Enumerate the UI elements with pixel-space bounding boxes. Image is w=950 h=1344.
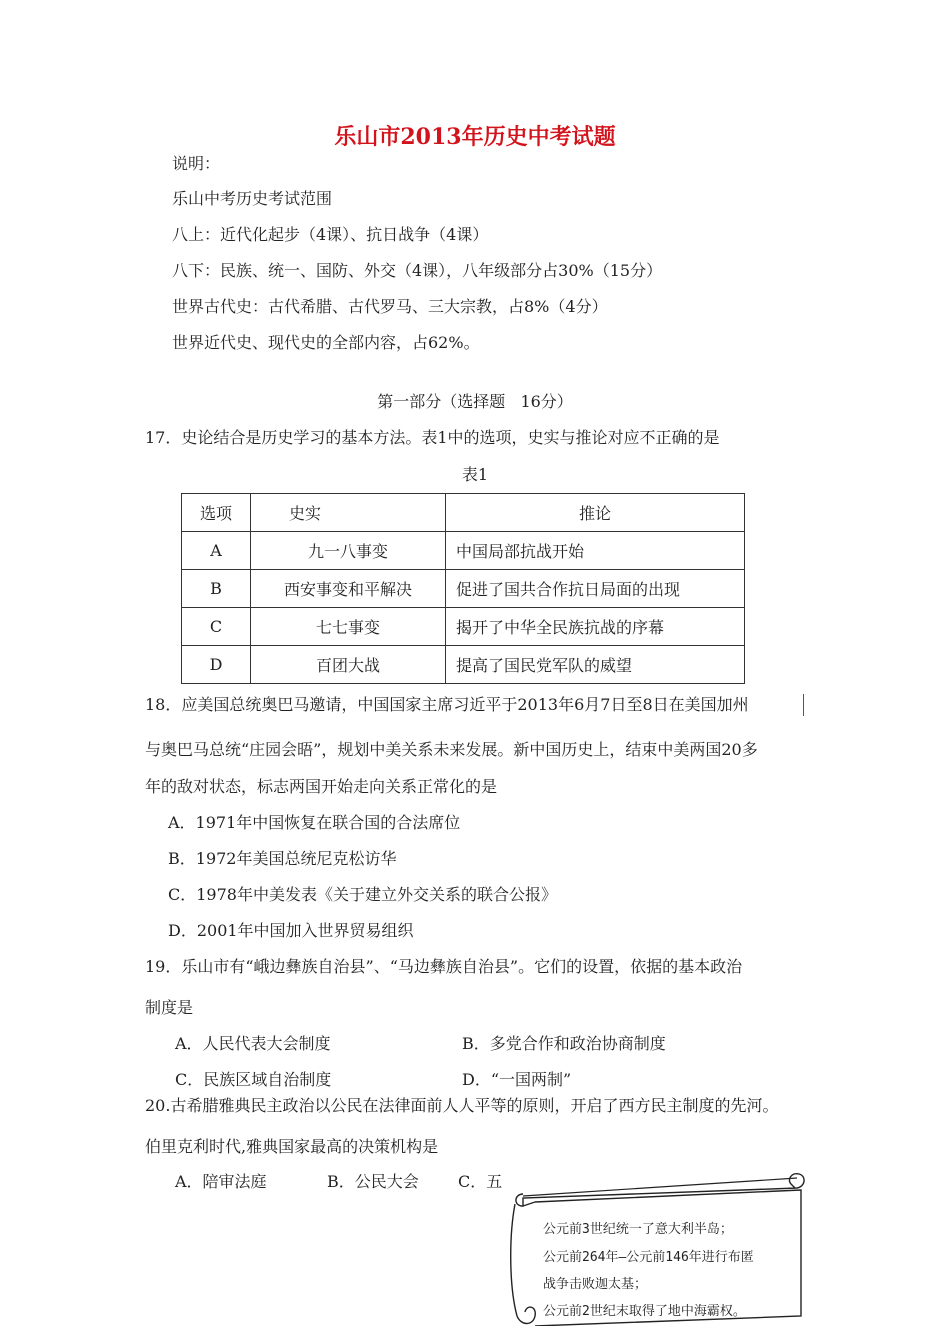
table-cell: 百团大战	[251, 646, 446, 684]
table-row	[182, 646, 745, 684]
question-19-stem: 制度是	[145, 998, 194, 1017]
answer-option: C．1978年中美发表《关于建立外交关系的联合公报》	[168, 885, 557, 904]
intro-line: 八上：近代化起步（4课）、抗日战争（4课）	[172, 225, 489, 244]
table-cell: 提高了国民党军队的威望	[446, 646, 745, 684]
question-18-stem: 18．应美国总统奥巴马邀请，中国国家主席习近平于2013年6月7日至8日在美国加州	[145, 695, 749, 714]
table-cell: 中国局部抗战开始	[446, 532, 745, 570]
table-cell: C	[182, 608, 251, 646]
table-header: 选项	[182, 494, 251, 532]
answer-option: A．人民代表大会制度	[175, 1034, 331, 1053]
table-cell: D	[182, 646, 251, 684]
table-cell: 七七事变	[251, 608, 446, 646]
table-cell: 揭开了中华全民族抗战的序幕	[446, 608, 745, 646]
table-row	[182, 532, 745, 570]
table-row	[182, 608, 745, 646]
intro-line: 乐山中考历史考试范围	[172, 189, 333, 208]
question-20-stem: 20.古希腊雅典民主政治以公民在法律面前人人平等的原则，开启了西方民主制度的先河。	[145, 1096, 779, 1115]
table-header: 史实	[251, 494, 446, 532]
text-cursor-mark	[803, 694, 804, 716]
section-heading: 第一部分（选择题 16分）	[377, 392, 573, 411]
page-title: 乐山市2013年历史中考试题	[334, 124, 616, 150]
intro-line: 世界近代史、现代史的全部内容，占62%。	[172, 333, 480, 352]
scroll-line: 战争击败迦太基；	[543, 1277, 648, 1292]
scroll-line: 公元前264年—公元前146年进行布匿	[543, 1250, 754, 1265]
question-18-stem: 与奥巴马总统“庄园会晤”，规划中美关系未来发展。新中国历史上，结束中美两国20多	[145, 740, 758, 759]
intro-label: 说明：	[172, 154, 221, 173]
table-cell: 西安事变和平解决	[251, 570, 446, 608]
table-cell: 促进了国共合作抗日局面的出现	[446, 570, 745, 608]
fact-inference-table	[181, 493, 745, 684]
scroll-line: 公元前2世纪末取得了地中海霸权。	[543, 1304, 746, 1319]
answer-option: D．“一国两制”	[462, 1070, 572, 1089]
question-20-stem: 伯里克利时代,雅典国家最高的决策机构是	[145, 1137, 439, 1156]
table-cell: B	[182, 570, 251, 608]
answer-option: C．五	[458, 1172, 503, 1191]
table-cell: 九一八事变	[251, 532, 446, 570]
intro-line: 八下：民族、统一、国防、外交（4课），八年级部分占30%（15分）	[172, 261, 663, 280]
table-cell: A	[182, 532, 251, 570]
question-19-stem: 19．乐山市有“峨边彝族自治县”、“马边彝族自治县”。它们的设置，依据的基本政治	[145, 957, 743, 976]
scroll-fold	[523, 1202, 535, 1206]
table-header-row	[182, 494, 745, 532]
answer-option: C．民族区域自治制度	[175, 1070, 332, 1089]
scroll-line: 公元前3世纪统一了意大利半岛；	[543, 1222, 733, 1237]
table-header: 推论	[446, 494, 745, 532]
answer-option: B．多党合作和政治协商制度	[462, 1034, 666, 1053]
question-18-stem: 年的敌对状态，标志两国开始走向关系正常化的是	[145, 777, 498, 796]
scroll-left-curl	[511, 1204, 536, 1324]
table-row	[182, 570, 745, 608]
answer-option: D．2001年中国加入世界贸易组织	[168, 921, 414, 940]
answer-option: B．公民大会	[327, 1172, 419, 1191]
question-17-stem: 17．史论结合是历史学习的基本方法。表1中的选项，史实与推论对应不正确的是	[145, 428, 720, 447]
answer-option: B．1972年美国总统尼克松访华	[168, 849, 397, 868]
answer-option: A．1971年中国恢复在联合国的合法席位	[168, 813, 461, 832]
table-caption: 表1	[461, 465, 489, 484]
answer-option: A．陪审法庭	[175, 1172, 267, 1191]
intro-line: 世界古代史：古代希腊、古代罗马、三大宗教，占8%（4分）	[172, 297, 608, 316]
